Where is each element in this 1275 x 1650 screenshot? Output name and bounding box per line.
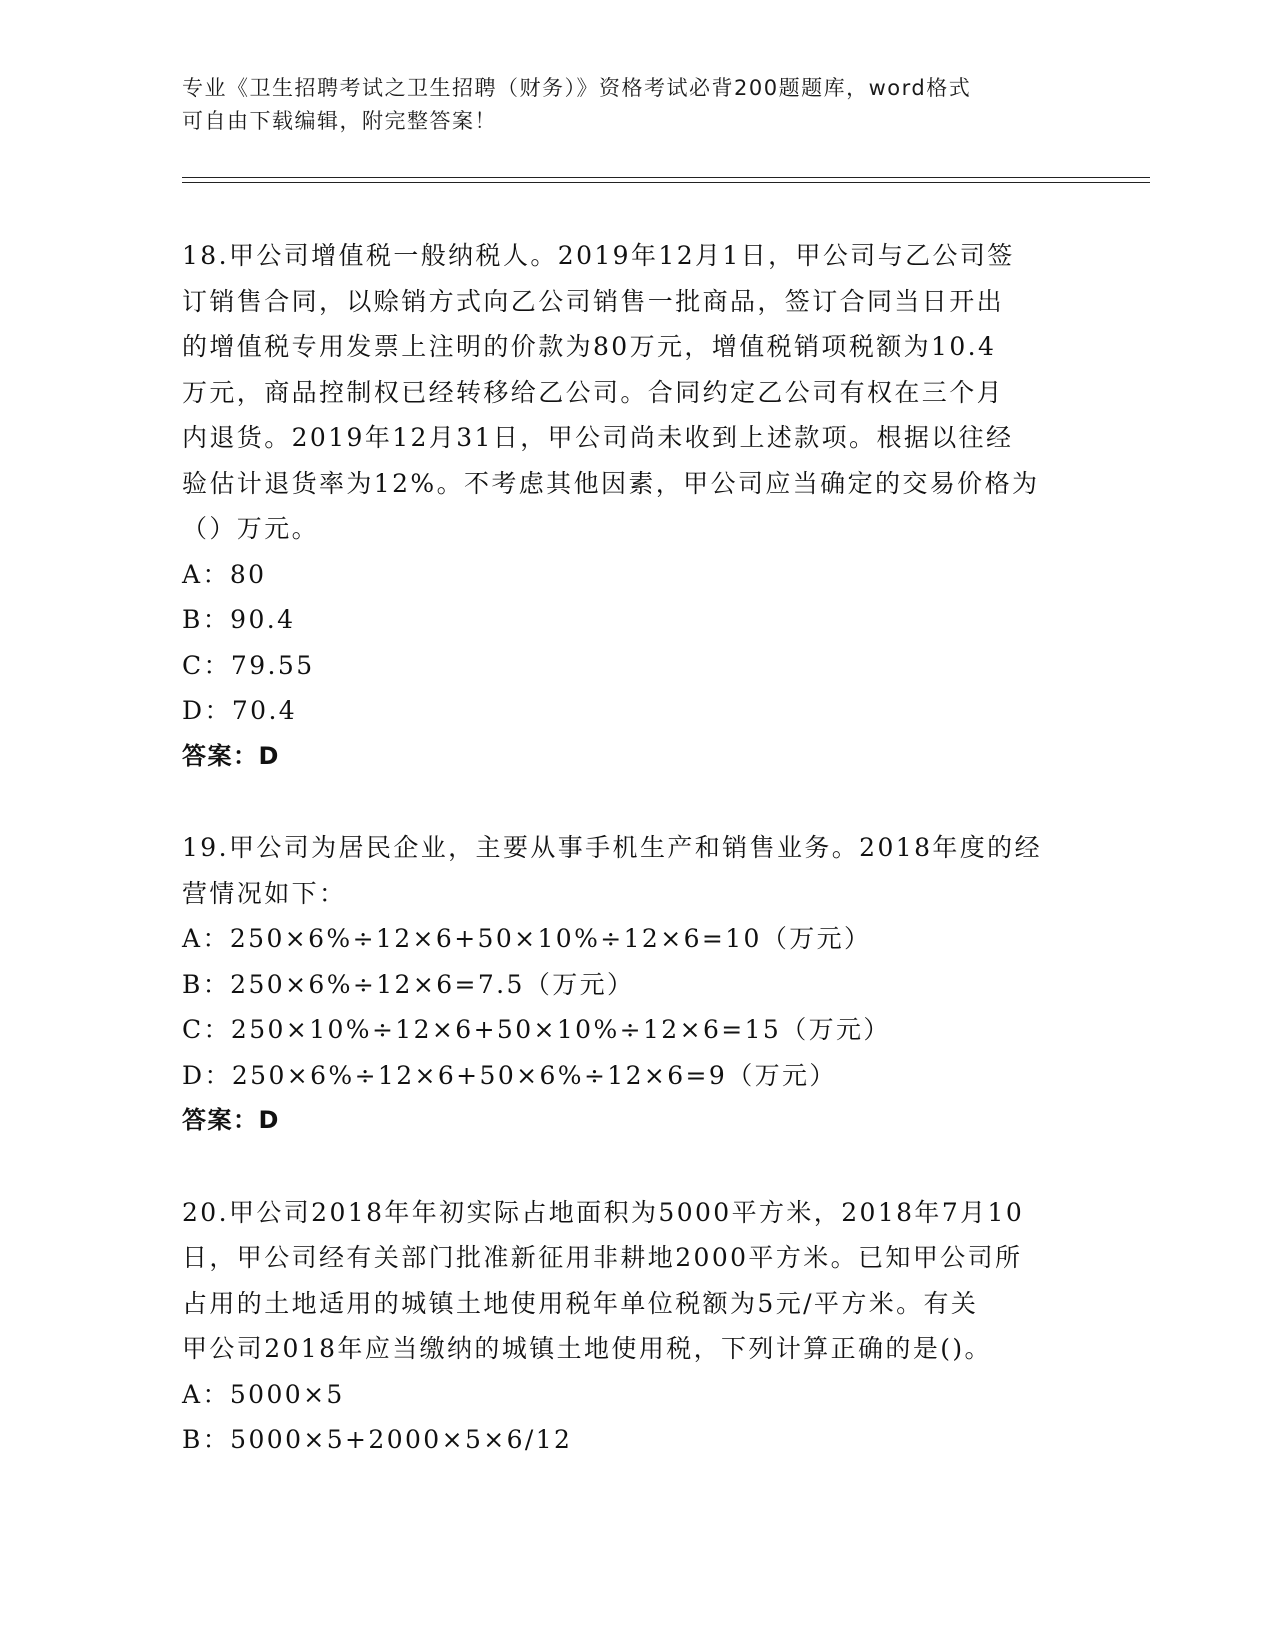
stem-line: 万元，商品控制权已经转移给乙公司。合同约定乙公司有权在三个月 [182, 377, 1005, 407]
header-line-2: 可自由下载编辑，附完整答案！ [182, 109, 497, 133]
option-b: B：90.4 [182, 605, 296, 634]
option-c: C：79.55 [182, 650, 315, 680]
stem-line: 19.甲公司为居民企业，主要从事手机生产和销售业务。2018年度的经 [182, 833, 1042, 862]
question-18 [182, 233, 1082, 779]
stem-line: 的增值税专用发票上注明的价款为80万元，增值税销项税额为10.4 [182, 332, 997, 361]
header-line-1: 专业《卫生招聘考试之卫生招聘（财务）》资格考试必背200题题库，word格式 [182, 76, 972, 100]
option-a: A：250×6%÷12×6+50×10%÷12×6=10（万元） [182, 924, 872, 953]
question-20 [182, 1190, 1082, 1463]
stem-line: 20.甲公司2018年年初实际占地面积为5000平方米，2018年7月10 [182, 1197, 1025, 1227]
questions-list [182, 233, 1082, 1463]
stem-line: 验估计退货率为12%。不考虑其他因素，甲公司应当确定的交易价格为 [182, 468, 1040, 498]
option-d: D：250×6%÷12×6+50×6%÷12×6=9（万元） [182, 1060, 837, 1090]
stem-line: （）万元。 [182, 514, 320, 543]
stem-line: 日，甲公司经有关部门批准新征用非耕地2000平方米。已知甲公司所 [182, 1243, 1023, 1272]
stem-line: 营情况如下： [182, 878, 347, 908]
answer-text: 答案：D [182, 1106, 280, 1134]
header-divider-top [182, 177, 1150, 178]
stem-line: 甲公司2018年应当缴纳的城镇土地使用税，下列计算正确的是()。 [182, 1334, 992, 1363]
stem-line: 占用的土地适用的城镇土地使用税年单位税额为5元/平方米。有关 [182, 1288, 979, 1318]
option-c: C：250×10%÷12×6+50×10%÷12×6=15（万元） [182, 1015, 891, 1044]
question-stem [182, 233, 1082, 552]
stem-line: 18.甲公司增值税一般纳税人。2019年12月1日，甲公司与乙公司签 [182, 241, 1015, 270]
question-19 [182, 825, 1082, 1144]
option-b: B：250×6%÷12×6=7.5（万元） [182, 969, 635, 999]
question-stem [182, 1190, 1082, 1372]
answer-text: 答案：D [182, 741, 280, 770]
question-stem [182, 825, 1082, 916]
option-a: A：5000×5 [182, 1379, 345, 1409]
header-divider-bottom [182, 182, 1150, 183]
option-b: B：5000×5+2000×5×6/12 [182, 1425, 573, 1454]
option-a: A：80 [182, 559, 267, 589]
document-header [182, 72, 1082, 138]
stem-line: 内退货。2019年12月31日，甲公司尚未收到上述款项。根据以往经 [182, 423, 1014, 452]
stem-line: 订销售合同，以赊销方式向乙公司销售一批商品，签订合同当日开出 [182, 286, 1005, 316]
option-d: D：70.4 [182, 696, 298, 725]
